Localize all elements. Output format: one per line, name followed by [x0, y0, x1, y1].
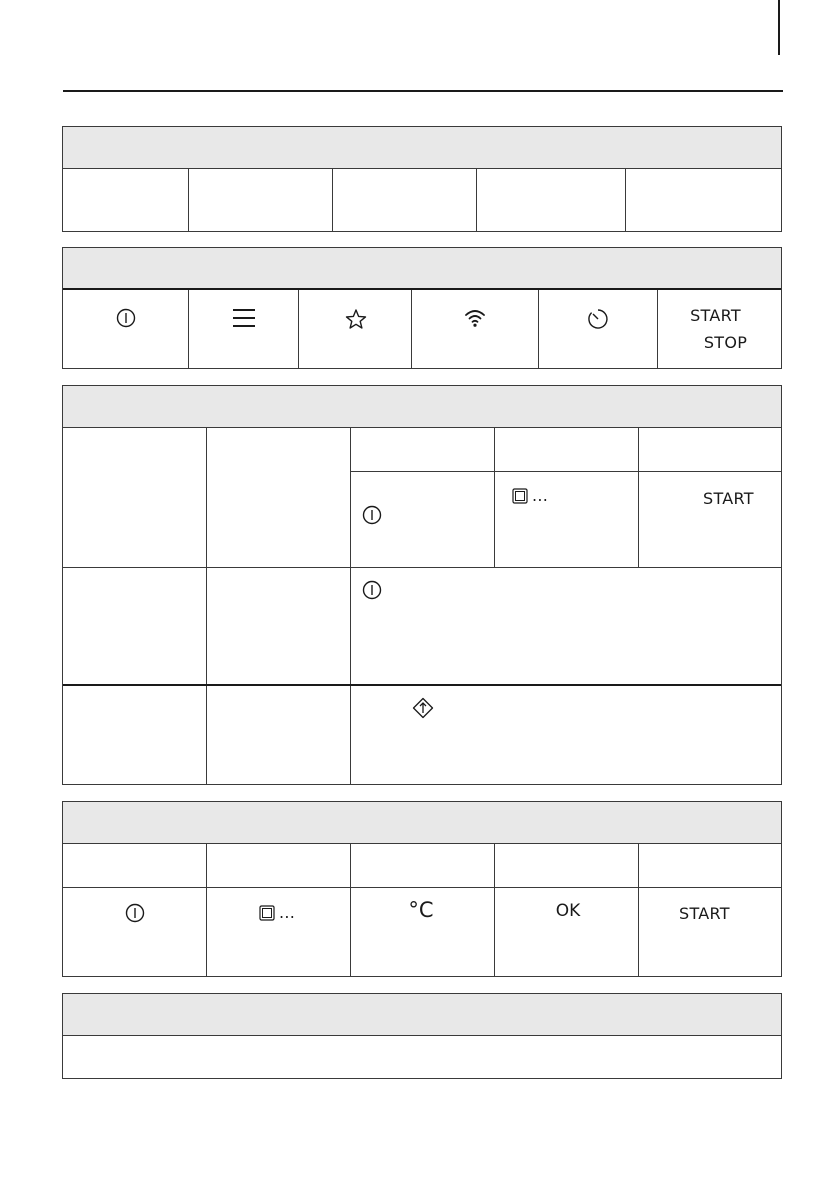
divider — [625, 169, 626, 231]
celsius-label: °C — [408, 898, 434, 922]
divider — [332, 169, 333, 231]
menu-icon — [232, 308, 256, 328]
divider — [63, 684, 781, 686]
ok-label: OK — [555, 901, 581, 921]
divider — [494, 844, 495, 976]
table-4-header — [63, 802, 781, 844]
table-1-header — [63, 127, 781, 169]
diamond-arrow-icon — [412, 697, 434, 719]
divider — [411, 290, 412, 368]
oven-icon — [259, 905, 275, 921]
table-2-header — [63, 248, 781, 290]
power-icon — [362, 505, 382, 525]
table-3-header — [63, 386, 781, 428]
divider — [638, 844, 639, 976]
divider — [494, 428, 495, 567]
divider — [298, 290, 299, 368]
divider — [188, 169, 189, 231]
divider — [63, 887, 781, 888]
oven-ellipsis: ... — [532, 486, 549, 505]
divider — [206, 844, 207, 976]
divider — [63, 567, 781, 568]
start-label: START — [690, 306, 741, 325]
table-4 — [62, 801, 782, 977]
divider — [350, 844, 351, 976]
table-2-control-panel — [62, 247, 782, 369]
start-label: START — [679, 904, 730, 923]
oven-ellipsis: ... — [279, 903, 296, 922]
power-icon — [362, 580, 382, 600]
divider — [206, 428, 207, 784]
oven-icon — [512, 488, 528, 504]
divider — [350, 428, 351, 784]
start-label: START — [703, 489, 754, 508]
power-icon — [125, 903, 145, 923]
divider — [188, 290, 189, 368]
table-1 — [62, 126, 782, 232]
corner-crop-mark — [778, 0, 780, 55]
table-3 — [62, 385, 782, 785]
divider — [638, 428, 639, 567]
star-icon — [345, 308, 367, 330]
timer-icon — [587, 308, 609, 330]
divider — [657, 290, 658, 368]
header-rule — [63, 90, 783, 92]
table-5 — [62, 993, 782, 1079]
divider — [476, 169, 477, 231]
divider — [538, 290, 539, 368]
wifi-icon — [464, 308, 486, 328]
divider — [350, 471, 781, 472]
power-icon — [116, 308, 136, 328]
stop-label: STOP — [703, 333, 748, 352]
table-5-header — [63, 994, 781, 1036]
